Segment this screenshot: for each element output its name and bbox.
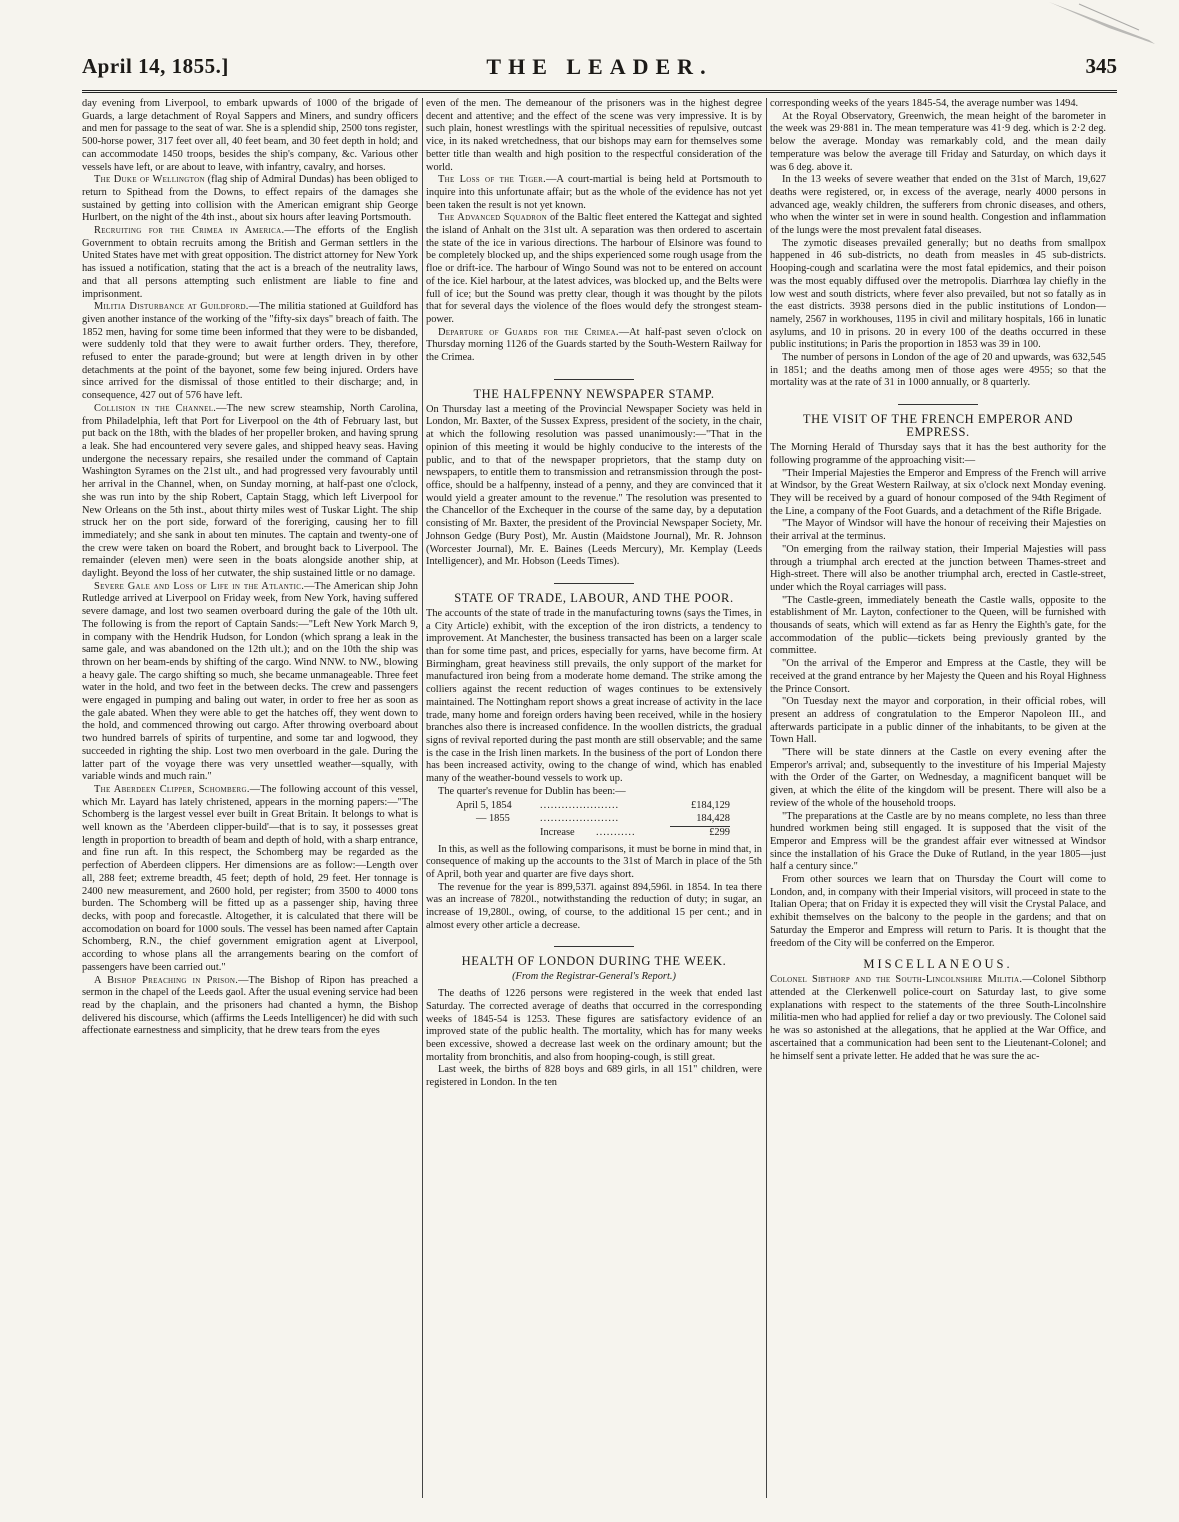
news-item-text: —The American ship John Rutledge arrived at Liverpool on Friday week, from New York, having suffered severe damage, and lost two seamen overboard during the gale of the 10th ult. The following is from the report of Captain Sands:—"Left New York March 9, in company with the Hendrik Hudson, for London (which sprang a leak in the same gale, and was abandoned on the 12th ult.); and on the 10th the ship was thrown on her beam-ends by shifting of the cargo. Wind NNW. to NW., blowing a heavy gale. The cargo shifting so much, she became unmanageable. Three feet water in the hold, and two feet in the between decks. The crew and passengers were engaged in pumping and baling out water, in order to free her as soon as the gale abated. When they were able to get the hatches off, they went down to the hold, and commenced throwing out cargo. After throwing overboard about two hundred barrels of spirits of turpentine, and some tar and logwood, they succeeded in righting the ship. Lost two men overboard in the gale. During the latter part of the voyage there was very unsettled weather—squally, with variable winds and much rain." bbox=[82, 580, 418, 783]
article-paragraph: The quarter's revenue for Dublin has been:— bbox=[438, 785, 626, 797]
article-paragraph: corresponding weeks of the years 1845-54, the average number was 1494. bbox=[770, 98, 1079, 109]
news-item-title: Departure of Guards for the Crimea. bbox=[438, 326, 619, 338]
revenue-increase-row bbox=[456, 827, 762, 840]
article-paragraph: The number of persons in London of the age of 20 and upwards, was 632,545 in 1851; and the deaths among men of those ages were 4955; so that the mortality was at the rate of 31 in 1000 annually, or 8 quarterly. bbox=[770, 352, 1106, 389]
news-item bbox=[82, 975, 418, 1039]
leader-dots: ...................... bbox=[540, 800, 620, 812]
section-divider bbox=[898, 404, 978, 405]
news-item-title: Collision in the Channel. bbox=[94, 402, 217, 414]
news-item-text: —The new screw steamship, North Carolina, from Philadelphia, left that Port for Liverpool on the 4th of February last, but put back on the 18th, with the blades of her propeller broken, and having sprung a leak. She had encountered very severe gales, and shipped heavy seas. Having undergone the necessary repairs, she resailed under the command of Captain Washington Syrames on the 21st ult., and had progressed very favourably until her arrival in the Channel, when, on Sunday morning, at half-past one o'clock, she was run into by the ship Robert, Captain Stagg, which left Liverpool for New Orleans on the 5th inst., about thirty miles west of Tuskar Light. The ship struck her on the port side, forward of the foreriging, causing her to fill immediately; and she sank in about ten minutes. The captain and twenty-one of the crew were taken on board the Robert, and brought back to Liverpool. The remainder (eleven men) were seen in the boats alongside another ship, at daylight. Beyond the loss of her cutwater, the ship sustained little or no damage. bbox=[82, 402, 418, 580]
section-divider bbox=[554, 946, 634, 947]
article-paragraph: In the 13 weeks of severe weather that ended on the 31st of March, 19,627 deaths were registered, or, in excess of the average, nearly 4000 persons in advanced age, weakly children, the sufferers from chronic diseases, and others, who when the winter set in were in sound health. Congestion and inflammation of the lungs were the most prevalent fatal diseases. bbox=[770, 174, 1106, 237]
news-item-title: The Loss of the Tiger. bbox=[438, 174, 546, 186]
section-divider bbox=[554, 379, 634, 380]
page-number: 345 bbox=[1085, 54, 1117, 78]
news-item bbox=[82, 581, 418, 784]
news-item-text: —The efforts of the English Government to obtain recruits among the British and German settlers in the United States have met with great opposition. The district attorney for New York has issued a notification, stating that the act is a breach of the neutrality laws, and that all persons attempting such enlistment are liable to fine and imprisonment. bbox=[82, 225, 418, 300]
revenue-date: — 1855 bbox=[476, 813, 510, 825]
section-divider bbox=[554, 583, 634, 584]
news-item-title: Severe Gale and Loss of Life in the Atlantic. bbox=[94, 580, 305, 592]
section-heading: HEALTH OF LONDON DURING THE WEEK. bbox=[461, 954, 727, 969]
page-corner-scan-mark bbox=[1009, 0, 1159, 60]
news-item bbox=[426, 212, 762, 326]
article-paragraph: At the Royal Observatory, Greenwich, the mean height of the barometer in the week was 29·881 in. The mean temperature was 41·9 deg. which is 2·2 deg. below the average. Monday was remarkably cold, and the mean daily temperature was below the average till Friday and Saturday, on which days it was 6 deg. above it. bbox=[770, 110, 1106, 173]
header-rule bbox=[82, 90, 1117, 93]
news-item-text: —The following account of this vessel, which Mr. Layard has lately christened, appears in the morning papers:—"The Schomberg is the largest vessel ever built in Great Britain. It belongs to what is well known as the 'Aberdeen clipper-build'—that is to say, it possesses great length in proportion to breadth of beam and depth of hold, with a sharp entrance, and fine run aft. In this respect, the Schomberg may be regarded as the perfection of Aberdeen clippers. Her dimensions are as follow:—Length over all, 288 feet; extreme breadth, 45 feet; depth of hold, 29 feet. Her tonnage is 2400 new measurement, and 2600 hold, per register; from 3500 to 4000 tons burden. The Schomberg will be fitted up as a passenger ship, having three decks, with poop and forecastle. Altogether, it is calculated that there will be accomodation on board for 1000 souls. The vessel has been named after Captain Schomberg, R.N., the chief government emigration agent at Liverpool, according to whose plans all the arrangements bearing on the comfort of passengers have been carried out." bbox=[82, 783, 418, 973]
newspaper-title: THE LEADER. bbox=[486, 54, 713, 79]
article-paragraph: "On Tuesday next the mayor and corporation, in their official robes, will present an address of congratulation to the Emperor Napoleon III., and afterwards participate in a public dinner of the inhabitants, to be given at the Town Hall. bbox=[770, 696, 1106, 746]
article-paragraph: Last week, the births of 828 boys and 689 girls, in all 151" children, were registered in London. In the ten bbox=[426, 1064, 762, 1089]
article-paragraph: From other sources we learn that on Thursday the Court will come to London, and, in company with their Imperial visitors, will proceed in state to the Italian Opera; that on Friday it is expected they will visit the Crystal Palace, and exhibit themselves on the balcony to the people in the gardens; and that on Saturday the Emperor and Empress will return to Paris. It is thought that the freedom of the City will be conferred on the Emperor. bbox=[770, 874, 1106, 949]
article-paragraph: even of the men. The demeanour of the prisoners was in the highest degree decent and attentive; and the effect of the scene was very impressive. It is by such plain, honest wrestlings with the spiritual necessities of repulsive, outcast vice, in its naked wretchedness, that our bishops may earn for themselves some better title than wealth and high position to the respectful consideration of the world. bbox=[426, 98, 762, 173]
news-item-text: —Colonel Sibthorp attended at the Clerkenwell police-court on Saturday last, to give some explanations with respect to the statements of the three South-Lincolnshire militia-men who had applied for relief a day or two previously. The Colonel said he was so astonished at the allegations, that he applied at the War Office, and ascertained that a communication had been sent to the Lieutenant-Colonel; and he himself sent a private letter. He added that he was sure the ac- bbox=[770, 974, 1106, 1062]
article-paragraph: "On emerging from the railway station, their Imperial Majesties will pass through a triumphal arch erected at the junction between Thames-street and High-street. There will also be another triumphal arch, erected in Castle-street, under which the Royal carriages will pass. bbox=[770, 543, 1106, 593]
news-item bbox=[82, 174, 418, 225]
increase-value: £299 bbox=[709, 826, 730, 838]
article-paragraph: "The preparations at the Castle are by no means complete, no less than three hundred workmen being still engaged. It is supposed that the visit of the Emperor and Empress will be the grandest affair ever witnessed at Windsor since the installation of his Grace the Duke of Rutland, in the year 1805—just half a century since." bbox=[770, 810, 1106, 873]
news-item-title: The Advanced Squadron bbox=[438, 212, 547, 224]
section-heading: STATE OF TRADE, LABOUR, AND THE POOR. bbox=[454, 590, 734, 605]
news-item-title: Colonel Sibthorp and the South-Lincolnshire Militia. bbox=[770, 974, 1023, 986]
article-paragraph: The Morning Herald of Thursday says that it has the best authority for the following programme of the approaching visit:— bbox=[770, 442, 1106, 466]
revenue-row bbox=[456, 800, 762, 813]
news-item-title: The Aberdeen Clipper, Schomberg. bbox=[94, 783, 250, 795]
column-3 bbox=[770, 98, 1106, 1508]
revenue-table bbox=[456, 800, 762, 839]
news-item bbox=[426, 174, 762, 212]
revenue-row bbox=[456, 813, 762, 826]
increase-label: Increase bbox=[540, 826, 575, 838]
leader-dots: ........... bbox=[596, 826, 636, 838]
article-paragraph: In this, as well as the following comparisons, it must be borne in mind that, in consequence of making up the accounts to the 31st of March in place of the 5th of April, both year and quarter are five days short. bbox=[426, 843, 762, 880]
news-item bbox=[82, 403, 418, 581]
news-item bbox=[770, 974, 1106, 1063]
page-header bbox=[82, 52, 1117, 82]
news-item-text: —At half-past seven o'clock on Thursday morning 1126 of the Guards started by the South-Western Railway for the Crimea. bbox=[426, 326, 762, 364]
article-paragraph: "On the arrival of the Emperor and Empress at the Castle, they will be received at the grand entrance by her Majesty the Queen and his Royal Highness the Prince Consort. bbox=[770, 658, 1106, 695]
section-subheading: (From the Registrar-General's Report.) bbox=[512, 971, 676, 983]
article-paragraph: "The Mayor of Windsor will have the honour of receiving their Majesties on their arrival at the terminus. bbox=[770, 518, 1106, 543]
news-item bbox=[82, 784, 418, 975]
news-item-text: —The Bishop of Ripon has preached a sermon in the chapel of the Leeds gaol. After the usual evening service had been read by the chaplain, and the prisoners had chanted a hymn, the Bishop delivered his discourse, which (affirms the Leeds Intelligencer) he did with such affectionate earnestness and simplicity, that he drew tears from the eyes bbox=[82, 974, 418, 1037]
article-paragraph: The deaths of 1226 persons were registered in the week that ended last Saturday. The corrected average of deaths that occurred in the corresponding weeks of 1845-54 is 1253. These figures are satisfactory evidence of an improved state of the public health. The mortality, which has for many weeks been excessive, showed a decrease last week on the ordinary amount; but the mortality from bronchitis, and also from hooping-cough, is still great. bbox=[426, 988, 762, 1063]
revenue-value: 184,428 bbox=[696, 813, 730, 825]
issue-date: April 14, 1855.] bbox=[82, 54, 229, 78]
article-paragraph: day evening from Liverpool, to embark upwards of 1000 of the brigade of Guards, a large detachment of Royal Sappers and Miners, and sundry officers and men for passage to the seat of war. She is a splendid ship, 2500 tons register, 500-horse power, 317 feet over all, 40 feet beam, and 30 feet depth in hold; and can accommodate 1450 troops, besides the ship's company, &c. Various other vessels have left, or are about to leave, with infantry, cavalry, and horses. bbox=[82, 98, 418, 173]
revenue-value: £184,129 bbox=[691, 800, 730, 812]
article-paragraph: On Thursday last a meeting of the Provincial Newspaper Society was held in London, Mr. Baxter, of the Sussex Express, president of the society, in the chair, at which the following resolution was passed unanimously:—"That in the opinion of this meeting it would be highly conducive to the interests of the public, and to that of the newspaper proprietors, that the stamp duty on newspapers, to entitle them to transmission and retransmission through the post-office, should be a halfpenny, instead of a penny, and they are convinced that it would yield a greater amount to the revenue." The resolution was presented to the Chancellor of the Exchequer in the course of the same day, by a deputation consisting of Mr. Baxter, the president of the Provincial Newspaper Society, Mr. Johnson Gedge (Bury Post), Mr. Austin (Maidstone Journal), Mr. R. Johnson (Worcester Journal), Mr. E. Baines (Leeds Mercury), Mr. Kemplay (Leeds Intelligencer), and Mr. Hobson (Leeds Times). bbox=[426, 403, 762, 568]
news-item-text: —A court-martial is being held at Portsmouth to inquire into this unfortunate affair; but as the whole of the evidence has not yet been taken the result is not yet known. bbox=[426, 174, 762, 211]
leader-dots: ...................... bbox=[540, 813, 620, 825]
news-item-text: of the Baltic fleet entered the Kattegat and sighted the island of Anhalt on the 31st ult. A separation was then ordered to ascertain the state of the ice in various directions. The harbour of Elsinore was found to be completely blocked up, and the ships experienced some rough usage from the floe or drift-ice. The harbour of Wingo Sound was not to be entered on account of the ice. Kiel harbour, at the latest advices, was blocked up, and the Belts were full of ice; but the Sound was pretty clear, though it was thought by the pilots that for several days the violence of the floes would defy the strongest steam-power. bbox=[426, 212, 762, 325]
column-1 bbox=[82, 98, 418, 1508]
column-divider bbox=[422, 98, 423, 1498]
revenue-date: April 5, 1854 bbox=[456, 800, 512, 812]
news-item-text: (flag ship of Admiral Dundas) has been obliged to return to Spithead from the Downs, to effect repairs of the damages she sustained by getting into collision with the American emigrant ship George Hurlbert, on the night of the 4th inst., about six hours after leaving Portsmouth. bbox=[82, 174, 418, 224]
news-item-title: Militia Disturbance at Guildford. bbox=[94, 301, 249, 313]
news-item-title: A Bishop Preaching in Prison. bbox=[94, 974, 239, 986]
column-2 bbox=[426, 98, 762, 1508]
news-item bbox=[82, 225, 418, 301]
article-paragraph: "There will be state dinners at the Castle on every evening after the Emperor's arrival; and, subsequently to the investiture of his Imperial Majesty with the Order of the Garter, on Wednesday, a magnificent banquet will be given, at which the élite of the kingdom will be present. There will also be a review of the whole of the household troops. bbox=[770, 747, 1106, 809]
news-item bbox=[426, 327, 762, 365]
news-item-title: The Duke of Wellington bbox=[94, 174, 205, 186]
section-heading: THE HALFPENNY NEWSPAPER STAMP. bbox=[473, 386, 715, 401]
article-paragraph: "The Castle-green, immediately beneath the Castle walls, opposite to the establishment of Mr. Layton, confectioner to the Queen, will be furnished with thousands of seats, which will extend as far as Henry the Eighth's gate, for the accommodation of the public—tickets being previously granted by the committee. bbox=[770, 594, 1106, 657]
section-heading: THE VISIT OF THE FRENCH EMPEROR AND EMPRESS. bbox=[802, 412, 1074, 440]
article-paragraph: "Their Imperial Majesties the Emperor and Empress of the French will arrive at Windsor, by the Great Western Railway, at six o'clock next Monday evening. They will be received by a guard of honour composed of the 94th Regiment of the Line, a company of the Foot Guards, and a detachment of the Rifle Brigade. bbox=[770, 467, 1106, 517]
news-item-title: Recruiting for the Crimea in America. bbox=[94, 225, 285, 237]
article-paragraph: The revenue for the year is 899,537l. against 894,596l. in 1854. In tea there was an increase of 7820l., notwithstanding the reduction of duty; in sugar, an increase of 19,280l., owing, of course, to the additional 15 per cent.; and in almost every other article a decrease. bbox=[426, 881, 762, 931]
article-paragraph: The zymotic diseases prevailed generally; but no deaths from smallpox happened in 46 sub-districts, no death from measles in 45 sub-districts. Hooping-cough and scarlatina were the most fatal epidemics, and their poison was the most equably diffused over the metropolis. Diarrhœa lay chiefly in the low west and south districts, where fever also prevailed, but not so fatally as in the east districts. 3938 persons died in the public institutions of London—namely, 2567 in workhouses, 1195 in civil and military hospitals, 166 in lunatic asylums, and 10 in prisons. 20 in every 100 of the deaths occurred in these public institutions; in Paris the proportion in 1853 was 39 in 100. bbox=[770, 237, 1106, 351]
column-divider bbox=[766, 98, 767, 1498]
article-paragraph: The accounts of the state of trade in the manufacturing towns (says the Times, in a City Article) exhibit, with the exception of the iron districts, a tendency to improvement. At Manchester, the business transacted has been on a larger scale than for some time past, and prices, especially for yarns, have become firm. At Birmingham, great heaviness still prevails, the only support of the market for manufactured iron being from a moderate home demand. The strike among the colliers against the recent reduction of wages continues to be extensively maintained. The Nottingham report shows a great increase of activity in the lace trade, many home and foreign orders having been received, while in the hosiery branches also there is increased confidence. In the woollen districts, the gradual signs of revival reported during the past month are still observable; and the same is the case in the Irish linen markets. In the business of the port of London there has been increased activity, owing to the change of wind, which has enabled many of the weather-bound vessels to work up. bbox=[426, 607, 762, 785]
news-item-text: —The militia stationed at Guildford has given another instance of the working of the "fifty-six days" breach of faith. The 1852 men, having for some time been informed that they were to be disbanded, were suddenly told that they were to await further orders. They, therefore, refused to enter the parade-ground; but were at length driven in by other detachments at the point of the bayonet, some few being injured. Orders have since arrived for the dismissal of those entitled to their discharge; and, in consequence, 427 out of 576 have left. bbox=[82, 301, 418, 402]
news-item bbox=[82, 301, 418, 403]
section-heading: MISCELLANEOUS. bbox=[863, 957, 1013, 972]
